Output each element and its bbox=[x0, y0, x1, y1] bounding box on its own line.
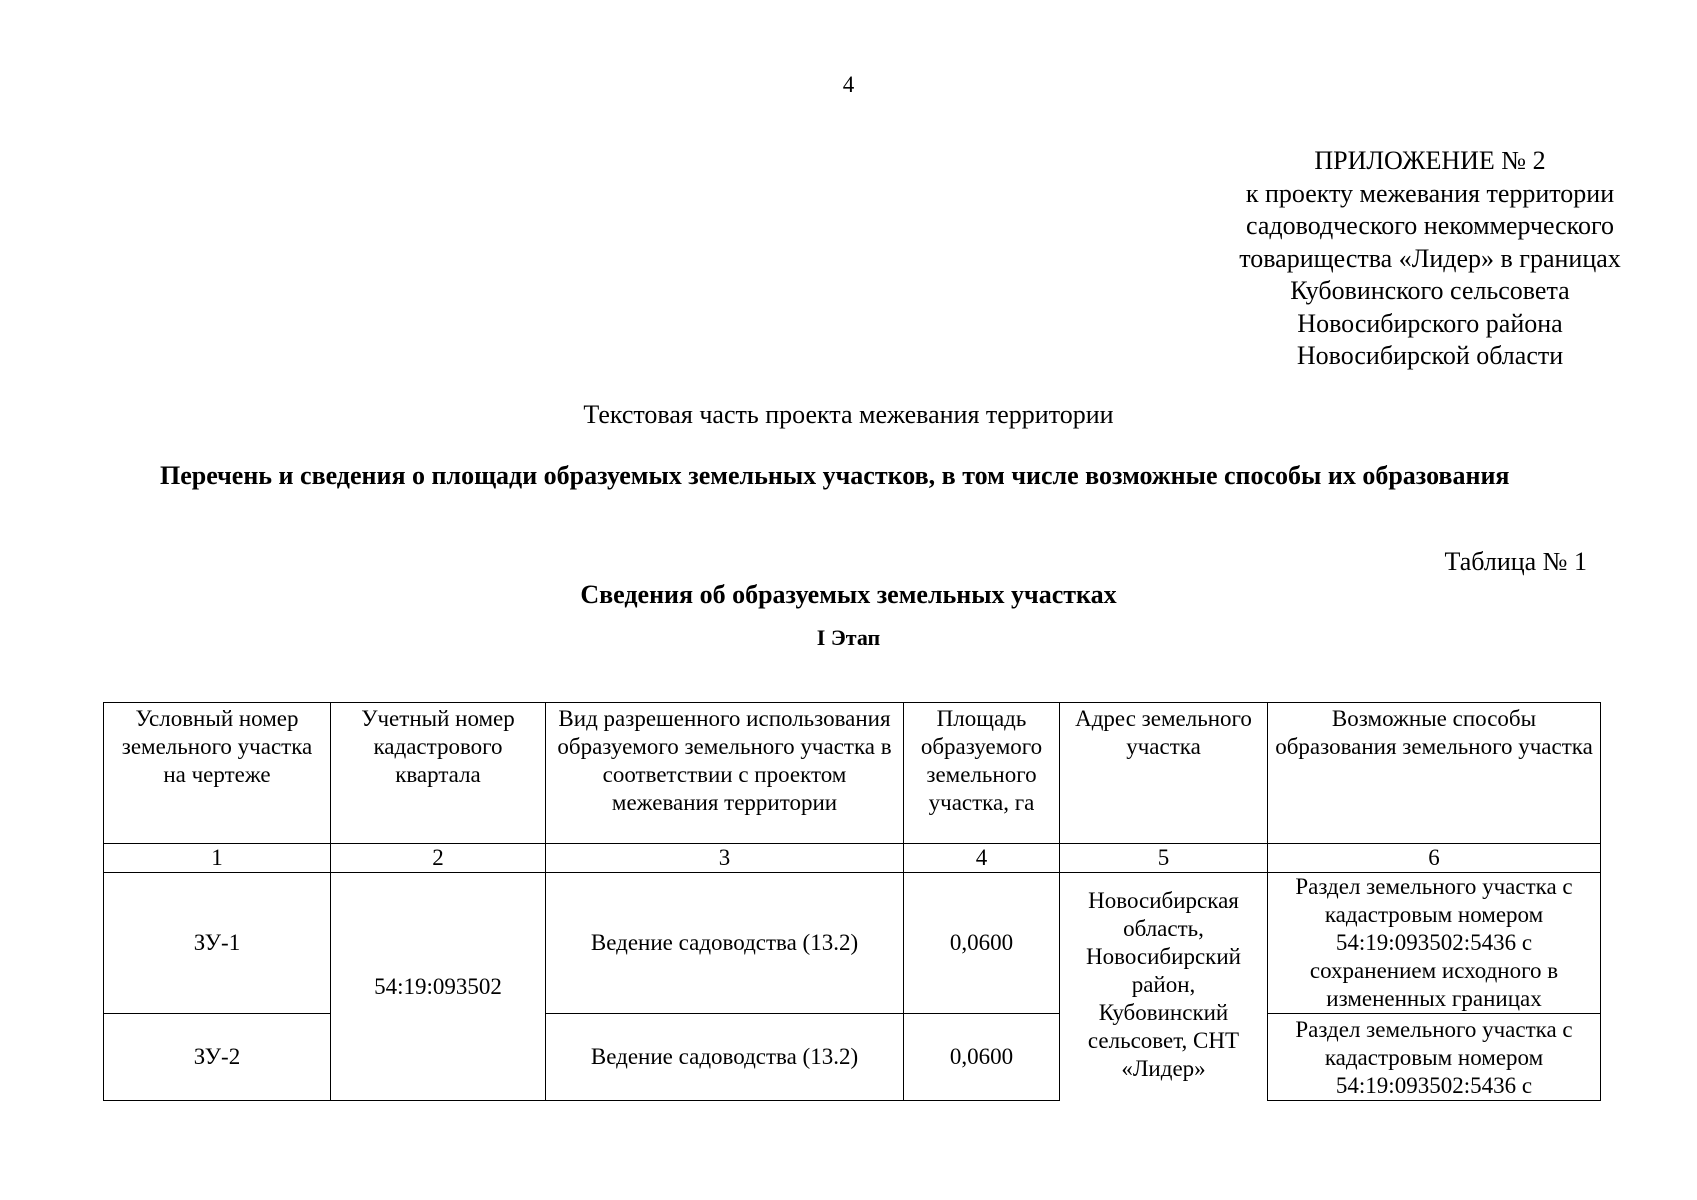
appendix-line: садоводческого некоммерческого bbox=[1245, 211, 1615, 240]
permitted-use-cell: Ведение садоводства (13.2) bbox=[546, 1014, 904, 1101]
appendix-line: Новосибирского района bbox=[1297, 308, 1563, 338]
formation-method-cell: Раздел земельного участка с кадастровым номером 54:19:093502:5436 с сохранением исходного в измененных границах bbox=[1268, 873, 1601, 1014]
table-title: Сведения об образуемых земельных участках bbox=[580, 580, 1117, 609]
header-cell: Учетный номер кадастрового квартала bbox=[331, 703, 546, 844]
table-label: Таблица № 1 bbox=[1444, 547, 1587, 576]
appendix-title: ПРИЛОЖЕНИЕ № 2 bbox=[1314, 146, 1546, 175]
appendix-line: товарищества «Лидер» в границах bbox=[1239, 243, 1621, 273]
column-number-row bbox=[104, 844, 1601, 873]
area-cell: 0,0600 bbox=[904, 1014, 1060, 1101]
document-part-title: Текстовая часть проекта межевания территории bbox=[583, 400, 1114, 429]
permitted-use-cell: Ведение садоводства (13.2) bbox=[546, 873, 904, 1014]
header-cell: Адрес земельного участка bbox=[1060, 703, 1268, 844]
address-cell: Новосибирская область, Новосибирский район, Кубовинский сельсовет, СНТ «Лидер» bbox=[1060, 873, 1268, 1101]
cadastral-quarter-cell: 54:19:093502 bbox=[331, 873, 546, 1101]
column-number-cell: 6 bbox=[1268, 844, 1601, 873]
header-cell: Условный номер земельного участка на чертеже bbox=[104, 703, 331, 844]
header-cell: Площадь образуемого земельного участка, га bbox=[904, 703, 1060, 844]
column-number-cell: 1 bbox=[104, 844, 331, 873]
table-header-row bbox=[104, 703, 1601, 844]
table-row bbox=[104, 1014, 1601, 1101]
column-number-cell: 2 bbox=[331, 844, 546, 873]
stage-label: I Этап bbox=[816, 625, 881, 650]
area-cell: 0,0600 bbox=[904, 873, 1060, 1014]
appendix-line: Кубовинского сельсовета bbox=[1290, 276, 1570, 305]
header-cell: Возможные способы образования земельного участка bbox=[1268, 703, 1601, 844]
formation-method-cell: Раздел земельного участка с кадастровым номером 54:19:093502:5436 с bbox=[1268, 1014, 1601, 1101]
appendix-block bbox=[1220, 145, 1640, 373]
page-number: 4 bbox=[842, 72, 855, 97]
column-number-cell: 3 bbox=[546, 844, 904, 873]
parcels-table bbox=[103, 702, 1601, 1101]
column-number-cell: 5 bbox=[1060, 844, 1268, 873]
parcel-id-cell: ЗУ-1 bbox=[104, 873, 331, 1014]
table-row bbox=[104, 873, 1601, 1014]
column-number-cell: 4 bbox=[904, 844, 1060, 873]
appendix-line: Новосибирской области bbox=[1296, 341, 1564, 370]
list-heading: Перечень и сведения о площади образуемых земельных участков, в том числе возможные способы их образования bbox=[160, 461, 1510, 490]
appendix-line: к проекту межевания территории bbox=[1245, 178, 1615, 208]
parcel-id-cell: ЗУ-2 bbox=[104, 1014, 331, 1101]
header-cell: Вид разрешенного использования образуемого земельного участка в соответствии с проектом межевания территории bbox=[546, 703, 904, 844]
